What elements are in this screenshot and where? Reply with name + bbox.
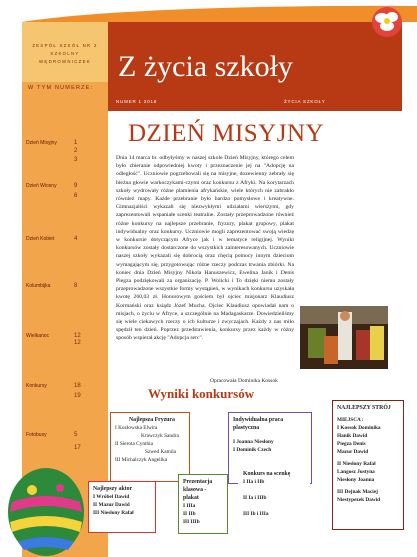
toc-item-label: Dzień Misyjny bbox=[26, 140, 57, 146]
result-line: II Sierota Cynthia bbox=[115, 441, 153, 447]
result-box-aktor bbox=[88, 481, 156, 533]
result-line: III Ib i IIIa bbox=[243, 511, 269, 517]
toc-item-label: Konkursy bbox=[26, 383, 47, 389]
result-line: Hanik Dawid bbox=[337, 433, 368, 439]
result-line: II Niesłony Rafał bbox=[337, 461, 376, 467]
easter-egg-icon bbox=[2, 460, 90, 557]
toc-item-label: Fotobusy bbox=[26, 432, 47, 438]
result-line: I Kozłowska Elwira bbox=[115, 425, 158, 431]
result-line: Niesłony Joanna bbox=[337, 477, 375, 483]
toc-item-page: 6 bbox=[74, 193, 78, 199]
result-line: Krawczyk Sandra bbox=[141, 433, 179, 439]
toc-heading: W TYM NUMERZE: bbox=[28, 85, 94, 91]
result-line: I Kossok Dominika bbox=[337, 425, 381, 431]
issue-number: NUMER 1 2018 bbox=[116, 99, 158, 104]
toc-item-page: 17 bbox=[74, 445, 81, 451]
toc-item-page: 12 bbox=[74, 340, 81, 346]
toc-item-label: Kolumbijka bbox=[26, 283, 51, 289]
toc-item-label: Wielkanoc bbox=[26, 333, 50, 339]
result-line: Niestypezek Dawid bbox=[337, 497, 381, 503]
result-line: Langosz Justyna bbox=[337, 469, 375, 475]
result-line: I IIa i IIb bbox=[243, 479, 265, 485]
toc-item-page: 1 bbox=[74, 140, 78, 146]
result-line: MIEJSCA : bbox=[337, 417, 364, 423]
result-box-title: NAJLEPSZY STRÓJ bbox=[337, 405, 391, 411]
section-label: ŻYCIA SZKOŁY bbox=[284, 99, 326, 104]
result-box-prezentacja bbox=[178, 474, 228, 534]
result-line: Szwed Kamila bbox=[145, 449, 177, 455]
result-box-title: Najlepszy aktor bbox=[93, 486, 133, 492]
toc-item-page: 12 bbox=[74, 333, 81, 339]
result-box-scenka bbox=[238, 466, 310, 538]
result-box-stroj bbox=[332, 400, 404, 530]
result-line: III Niesłony Rafał bbox=[93, 510, 134, 516]
result-line: II IIb bbox=[183, 511, 196, 517]
result-box-title: Prezentacja klasowa - plakat bbox=[183, 479, 213, 501]
result-box-title: Indywidualna praca plastyczna bbox=[233, 417, 284, 431]
toc-item-page: 19 bbox=[74, 393, 81, 399]
event-photo bbox=[300, 306, 388, 369]
article-body: Dnia 14 marca br. odbyłyśmy w naszej szkole Dzień Misyjny, którego celem było zbieranie odpowiedniej kwoty i przeznaczenie jej na "Adopcję na odległość". Uczniowie pogrzebowali się na misyjne, dozewienny zebrały się bieżna głowie warkoczykami-czymi oraz konkursu z Afryki. Na korytarzach szkoły wydrowały różne plamienia afrykańskie, wiele których nie zabrakło również mapy. Każde przebranie było bardzo pomysłowe i kreatywne. Gimnazjaliści wykazali się niezwykłymi udziałami wierszymi, gdy zaprezentowali wspaniałe scenki teatralne. Zostały przeprowadzone również różne konkursy na najlepsze przebranie, fryzury, plakat grupowy, plakat indywidualny oraz konkursy. Uczniowie mogli zaprezentować swoją wiedzę w konkursie dotyczącym Afryce jak i w tematyce religijnej. Wyniki konkursów zostały dostarczone do wszystkich zainteresowanych. Uczniowie naszej szkoły wykazali się dobrocią oraz chęcią pomocy innym dzieciom wymagającym się, przygotowując różne rzeczy podczas trwania zbiórki. Na koniec dnia Dzień Misyjny Nikola Hanuszewicz, Ewelina Janik i Denis Piegza podziękowali za organizację. P. Wolicki i To dzięki niemu zostały przeprowadzone wszystkie formy wystąpień, w wynikach konkursu uzyskała kwotę 260,03 zł. Honorowym gościem był ojciec misjonarz Klaudiusz Kormański oraz ksiądz Józef Mucha. Ojciec Klaudiusz opowiadał nam o misjach, o życiu w Afryce, a szczególnie na Madagaskarze. Dowiedzieliśmy się wiele ciekawych rzeczy o ich kulturze i zwyczajach. Każdy z nas miło spędził ten dzień. Poprzez przedstawienia, konkursy przez każdy w różny sposób wspierał akcję "Adopcja serc". bbox=[116, 155, 294, 342]
result-line: I Dominik Czech bbox=[233, 447, 272, 453]
toc-item-page: 9 bbox=[74, 183, 78, 189]
flower-logo-icon bbox=[370, 6, 404, 38]
toc-item-page: 4 bbox=[74, 236, 78, 242]
result-line: Mazur Dawid bbox=[337, 449, 369, 455]
result-box-title: Konkurs na scenkę bbox=[243, 471, 291, 477]
result-line: I IIIa bbox=[183, 503, 196, 509]
result-line: II Ia i IIIb bbox=[243, 495, 267, 501]
toc-item-label: Dzień Wiosny bbox=[26, 183, 57, 189]
toc-item-page: 8 bbox=[74, 283, 78, 289]
newsletter-title: Z życia szkoły bbox=[118, 50, 293, 83]
result-box-title: Najlepsza Fryzura bbox=[129, 417, 175, 423]
article-signature: Opracowała Dominika Kossok bbox=[210, 378, 278, 384]
toc-item-page: 18 bbox=[74, 383, 81, 389]
toc-item-page: 2 bbox=[74, 148, 78, 154]
result-line: III IIIb bbox=[183, 519, 200, 525]
toc-item-label: Dzień Kobiet bbox=[26, 236, 55, 242]
toc-item-page: 3 bbox=[74, 157, 78, 163]
result-line: I Wróbel Dawid bbox=[93, 494, 130, 500]
result-line: Piegza Denis bbox=[337, 441, 366, 447]
result-line: III Dejnak Maciej bbox=[337, 489, 378, 495]
result-line: III Michalczyk Angelika bbox=[115, 457, 168, 463]
result-box-fryzura bbox=[110, 412, 190, 482]
article-title: DZIEŃ MISYJNY bbox=[128, 120, 325, 147]
toc-item-page: 5 bbox=[74, 432, 78, 438]
result-line: II Mazur Dawid bbox=[93, 502, 130, 508]
results-title: Wyniki konkursów bbox=[148, 386, 255, 401]
issue-strip bbox=[108, 98, 362, 111]
org-name: ZESPÓŁ SZKÓŁ NR 2 SZKOLNY WĘDROWNICZEK bbox=[32, 43, 98, 64]
result-line: I Joanna Niesłony bbox=[233, 439, 274, 445]
